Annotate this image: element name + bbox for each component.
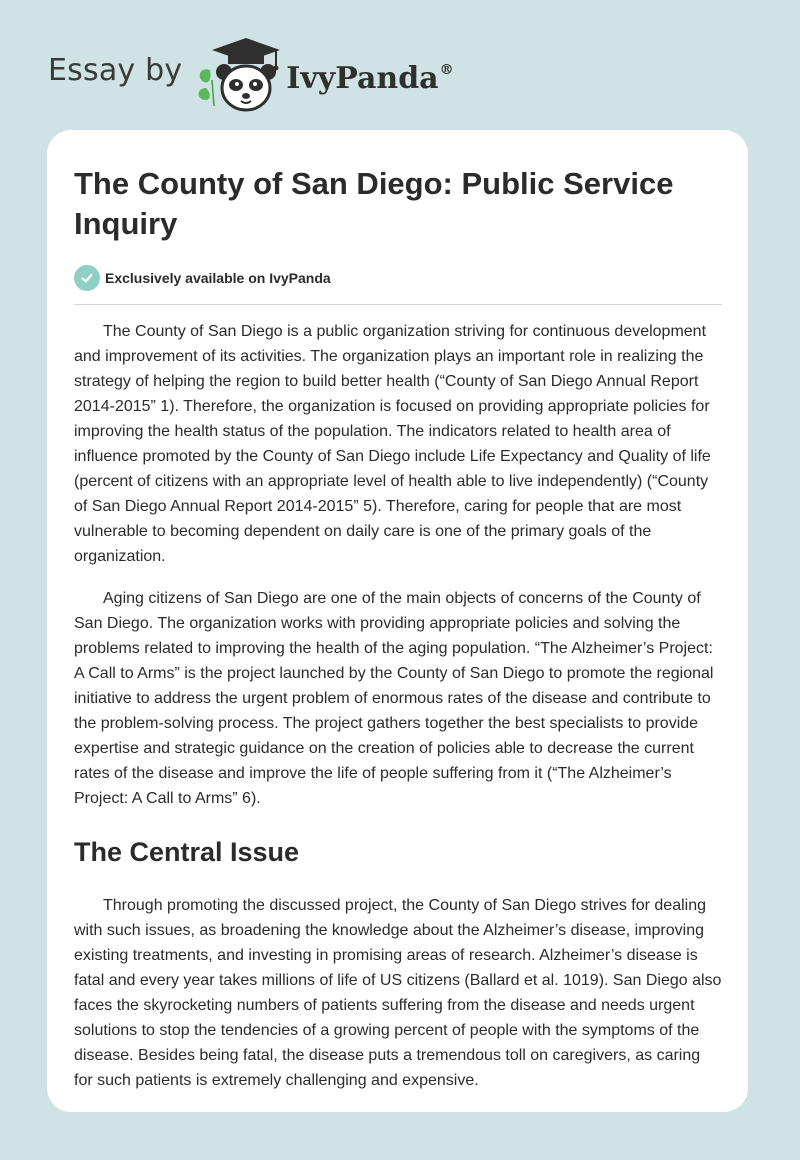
brand-name-text: IvyPanda: [286, 60, 439, 96]
body-paragraph: The County of San Diego is a public organization striving for continuous development and improvement of its activities. The organization plays an important role in realizing the strategy of helping the region to build better health (“County of San Diego Annual Report 2014-2015” 1). Therefore, the organization is focused on providing appropriate policies for improving the health status of the population. The indicators related to health area of influence promoted by the County of San Diego include Life Expectancy and Quality of life (percent of citizens with an appropriate level of health able to live independently) (“County of San Diego Annual Report 2014-2015” 5). Therefore, caring for people that are most vulnerable to becoming dependent on daily care is one of the primary goals of the organization.: [74, 323, 711, 565]
brand-name: [286, 61, 453, 96]
check-circle-icon: [74, 265, 100, 291]
registered-mark: ®: [439, 61, 454, 78]
section-paragraph: Through promoting the discussed project, the County of San Diego strives for dealing with such issues, as broadening the knowledge about the Alzheimer’s disease, improving existing treatments, and investing in promising areas of research. Alzheimer’s disease is fatal and every year takes millions of life of US citizens (Ballard et al. 1019). San Diego also faces the skyrocketing numbers of patients suffering from the disease and needs urgent solutions to stop the tendencies of a growing percent of people with the symptoms of the disease. Besides being fatal, the disease puts a tremendous toll on caregivers, as caring for such patients is extremely challenging and expensive.: [74, 897, 722, 1089]
exclusive-badge: [74, 265, 722, 305]
panda-graduate-icon: [192, 36, 284, 116]
site-logo[interactable]: [48, 36, 454, 116]
section-heading: The Central Issue: [74, 837, 300, 867]
page-title: The County of San Diego: Public Service Inquiry: [74, 166, 674, 241]
article-card: [47, 130, 748, 1112]
exclusive-badge-label: Exclusively available on IvyPanda: [105, 270, 331, 286]
body-paragraph: Aging citizens of San Diego are one of the main objects of concerns of the County of San Diego. The organization works with providing appropriate policies and solving the problems related to improving the health of the aging population. “The Alzheimer’s Project: A Call to Arms” is the project launched by the County of San Diego to promote the regional initiative to address the urgent problem of enormous rates of the disease and contribute to the problem-solving process. The project gathers together the best specialists to provide expertise and strategic guidance on the creation of policies able to decrease the current rates of the disease and improve the life of people suffering from it (“The Alzheimer’s Project: A Call to Arms” 6).: [74, 590, 714, 807]
brand-prefix: Essay by: [48, 52, 183, 88]
